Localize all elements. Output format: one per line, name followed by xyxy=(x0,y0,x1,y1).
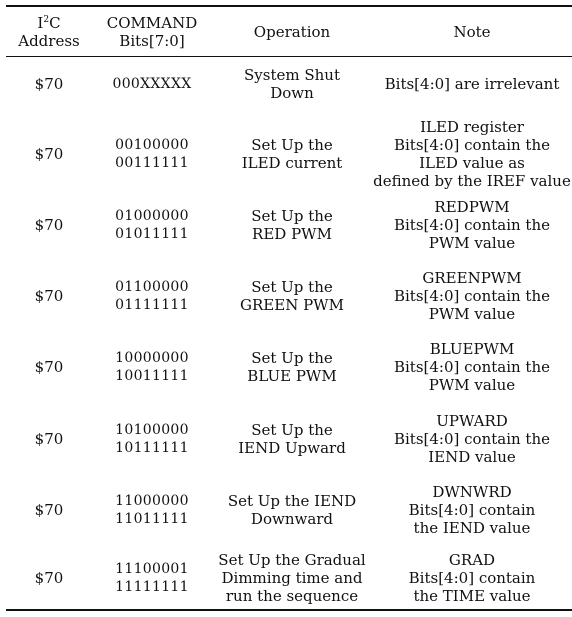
note-line: PWM value xyxy=(428,304,516,323)
note-line: BLUEPWM xyxy=(429,340,515,358)
address-cell xyxy=(6,474,92,546)
command-cell xyxy=(92,58,212,110)
operation-line: Set Up the xyxy=(251,136,333,154)
address-value: $70 xyxy=(34,75,64,93)
note-line: Bits[4:0] contain the xyxy=(393,216,550,234)
command-line: 01011111 xyxy=(115,226,189,242)
address-cell xyxy=(6,118,92,190)
command-cell xyxy=(92,331,212,403)
header-address-line1: $I^2C$ xyxy=(37,13,61,32)
operation-cell xyxy=(212,190,372,260)
operation-line: Set Up the xyxy=(251,349,333,367)
address-cell xyxy=(6,190,92,260)
command-line: 10011111 xyxy=(115,368,189,384)
address-cell xyxy=(6,403,92,474)
address-cell xyxy=(6,546,92,609)
command-line: 000XXXXX xyxy=(112,76,192,92)
table-row xyxy=(0,58,572,110)
address-cell xyxy=(6,331,92,403)
header-address-line2: Address xyxy=(18,31,80,50)
note-line: DWNWRD xyxy=(432,483,512,501)
command-line: 01000000 xyxy=(115,208,189,224)
command-line: 00111111 xyxy=(115,155,189,171)
header-operation-cell xyxy=(212,7,372,56)
note-line: UPWARD xyxy=(436,411,508,430)
note-line: IEND value xyxy=(428,447,516,466)
command-line: 01100000 xyxy=(115,278,189,295)
note-cell xyxy=(372,260,572,331)
address-value: $70 xyxy=(34,568,64,587)
operation-line: Set Up the xyxy=(251,207,333,225)
operation-line: run the sequence xyxy=(225,586,359,605)
operation-line: Down xyxy=(270,84,314,102)
operation-cell xyxy=(212,118,372,190)
address-value: $70 xyxy=(34,358,64,376)
header-operation-label: Operation xyxy=(253,22,331,41)
address-cell xyxy=(6,58,92,110)
note-line: Bits[4:0] contain xyxy=(408,501,536,519)
note-line: PWM value xyxy=(428,376,516,394)
operation-line: Set Up the xyxy=(251,277,333,296)
note-cell xyxy=(372,190,572,260)
table-row xyxy=(0,190,572,260)
table-bottom-rule xyxy=(6,609,572,611)
note-cell xyxy=(372,331,572,403)
table-row xyxy=(0,118,572,190)
address-value: $70 xyxy=(34,501,64,519)
note-line: ILED value as xyxy=(419,154,525,172)
command-line: 10000000 xyxy=(115,350,189,366)
note-line: the TIME value xyxy=(413,586,531,605)
operation-line: Set Up the IEND xyxy=(227,492,357,510)
note-cell xyxy=(372,546,572,609)
header-command-cell xyxy=(92,7,212,56)
operation-line: Downward xyxy=(250,510,334,528)
header-command-line1: COMMAND xyxy=(106,13,198,32)
note-line: Bits[4:0] contain the xyxy=(393,286,550,305)
note-line: PWM value xyxy=(428,234,516,252)
operation-cell xyxy=(212,403,372,474)
address-value: $70 xyxy=(34,286,64,305)
address-cell xyxy=(6,260,92,331)
header-address-cell xyxy=(6,7,92,56)
table-header-rule xyxy=(6,56,572,57)
command-line: 10111111 xyxy=(115,439,189,456)
note-line: GREENPWM xyxy=(422,268,522,287)
operation-line: Set Up the Gradual xyxy=(218,550,366,569)
operation-line: IEND Upward xyxy=(238,438,346,457)
note-cell xyxy=(372,58,572,110)
header-note-cell xyxy=(372,7,572,56)
note-line: defined by the IREF value xyxy=(373,172,571,190)
operation-line: ILED current xyxy=(241,154,343,172)
command-line: 11011111 xyxy=(115,511,189,527)
command-line: 00100000 xyxy=(115,137,189,153)
table-row xyxy=(0,260,572,331)
operation-line: Set Up the xyxy=(251,420,333,439)
note-line: REDPWM xyxy=(434,198,510,216)
operation-line: BLUE PWM xyxy=(247,367,337,385)
note-cell xyxy=(372,403,572,474)
note-line: Bits[4:0] contain the xyxy=(393,136,550,154)
command-line: 01111111 xyxy=(115,296,189,313)
table-row xyxy=(0,474,572,546)
command-cell xyxy=(92,403,212,474)
command-line: 11100001 xyxy=(115,560,189,577)
note-cell xyxy=(372,474,572,546)
note-line: Bits[4:0] contain the xyxy=(393,358,550,376)
command-cell xyxy=(92,260,212,331)
table-row xyxy=(0,403,572,474)
operation-line: Dimming time and xyxy=(221,568,363,587)
note-line: Bits[4:0] contain xyxy=(408,568,536,587)
command-cell xyxy=(92,474,212,546)
note-line: Bits[4:0] contain the xyxy=(393,429,550,448)
header-note-label: Note xyxy=(453,22,491,41)
operation-cell xyxy=(212,331,372,403)
command-cell xyxy=(92,118,212,190)
table-row xyxy=(0,546,572,609)
operation-cell xyxy=(212,474,372,546)
operation-cell xyxy=(212,58,372,110)
address-value: $70 xyxy=(34,429,64,448)
note-cell xyxy=(372,118,572,190)
operation-line: RED PWM xyxy=(252,225,332,243)
table-header-row xyxy=(0,7,572,56)
address-value: $70 xyxy=(34,216,64,234)
address-value: $70 xyxy=(34,145,64,163)
header-command-line2: Bits[7:0] xyxy=(119,31,185,50)
operation-cell xyxy=(212,546,372,609)
note-line: GRAD xyxy=(448,550,496,569)
command-line: 11000000 xyxy=(115,493,189,509)
command-cell xyxy=(92,546,212,609)
operation-line: System Shut xyxy=(244,66,340,84)
command-line: 10100000 xyxy=(115,421,189,438)
note-line: ILED register xyxy=(420,118,524,136)
note-line: Bits[4:0] are irrelevant xyxy=(384,75,560,93)
note-line: the IEND value xyxy=(413,519,531,537)
operation-cell xyxy=(212,260,372,331)
table-row xyxy=(0,331,572,403)
operation-line: GREEN PWM xyxy=(240,295,344,314)
command-cell xyxy=(92,190,212,260)
command-line: 11111111 xyxy=(115,578,189,595)
